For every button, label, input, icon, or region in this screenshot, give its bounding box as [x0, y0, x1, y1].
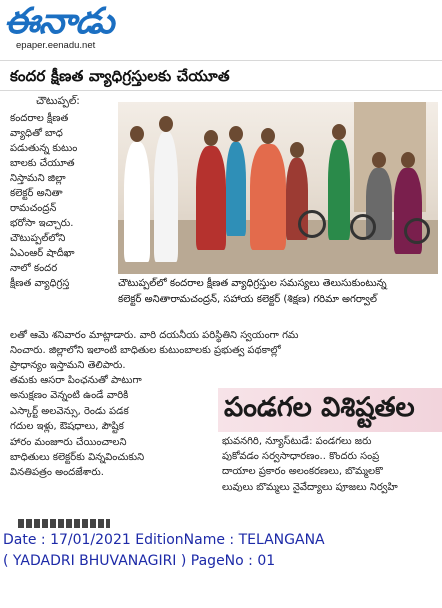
- edition-date-line: Date : 17/01/2021 EditionName : TELANGANA: [3, 532, 325, 548]
- person-figure: [124, 142, 150, 262]
- caption-line: కలెక్టర్ అనితారామచంద్రన్, సహాయ కలెక్టర్ (శిక్షణ) గరిమా అగర్వాల్: [118, 294, 377, 305]
- person-figure: [226, 142, 246, 236]
- text-line: నాలో కందర: [10, 263, 58, 274]
- eenadu-logo: ఈనాడు: [4, 1, 114, 42]
- wheelchair-wheel: [350, 214, 376, 240]
- article2-headline-band: [218, 388, 442, 432]
- masthead-divider: [0, 60, 442, 61]
- article-left-column-2: [10, 373, 225, 481]
- text-line: బాధితులు కలెక్టర్‌కు విన్నవించుకుని: [10, 452, 145, 464]
- text-line: పుకోవడం సర్వసాధారణం.. కొందరు సంప్ర: [222, 451, 380, 463]
- text-line: వ్యాధితో బాధ: [10, 128, 63, 139]
- text-line: లువులు బొమ్మలు నైవేద్యాలు పూజలు నిర్వహి: [222, 481, 398, 493]
- text-line: కలెక్టర్ అనితా: [10, 188, 63, 199]
- headline-divider: [0, 90, 442, 91]
- text-line: నిస్తామని జిల్లా: [10, 173, 66, 184]
- text-line: దాయాల ప్రకారం అలంకరణలు, బొమ్మలకొ: [222, 466, 383, 478]
- text-line: తమకు ఆసరా పింఛనుతో పాటుగా: [10, 375, 142, 386]
- edition-meta: [3, 530, 325, 572]
- text-line: భరోసా ఇచ్చారు.: [10, 218, 74, 229]
- text-line: ఎస్కార్ట్ అలవెన్సు, రెండు పడక: [10, 405, 129, 417]
- article-headline: కందర క్షీణత వ్యాధిగ్రస్తులకు చేయూత: [10, 67, 230, 85]
- masthead: [0, 0, 442, 60]
- cropped-text-strip: [18, 519, 110, 528]
- article-body-full-width: [10, 328, 440, 373]
- caption-line: చౌటుప్పల్‌లో కందరాల క్షీణత వ్యాధిగ్రస్తుల సమస్యలు తెలుసుకుంటున్న: [118, 278, 387, 289]
- photo-caption: [118, 276, 438, 308]
- news-photo: [118, 102, 438, 274]
- article2-headline: పండగల విశిష్టతల: [224, 392, 415, 423]
- text-line: క్షీణత వ్యాధిగ్రస్త: [10, 278, 70, 289]
- text-line: భువనగిరి, న్యూస్‌టుడే: పండగలు జరు: [222, 436, 372, 447]
- text-line: లతో ఆమె శనివారం మాట్లాడారు. వారి దయనీయ పరిస్థితిని స్వయంగా గమ: [10, 330, 299, 341]
- text-line: ప్రాధాన్యం ఇస్తామని తెలిపారు.: [10, 360, 126, 371]
- text-line: బాలకు చేయూత: [10, 158, 75, 169]
- text-line: కందరాల క్షీణత: [10, 113, 69, 124]
- article-left-column: [10, 111, 114, 291]
- text-line: అనుక్షణం వెన్నంటి ఉండే వారికి: [10, 390, 129, 402]
- text-line: పడుతున్న కుటుం: [10, 143, 78, 154]
- wheelchair-wheel: [404, 218, 430, 244]
- text-line: నించారు. జిల్లాలోని ఇలాంటి బాధితుల కుటుంబాలకు ప్రభుత్వ పథకాల్లో: [10, 345, 281, 356]
- article-dateline: చౌటుప్పల్:: [36, 95, 80, 107]
- text-line: ఏఎంఆర్ షాదీఖా: [10, 248, 75, 259]
- edition-page-line: ( YADADRI BHUVANAGIRI ) PageNo : 01: [3, 553, 276, 569]
- text-line: చౌటుప్పల్‌లోని: [10, 233, 66, 244]
- person-figure: [196, 146, 226, 250]
- person-figure: [328, 140, 350, 240]
- person-figure: [250, 144, 286, 250]
- article2-body: [222, 434, 440, 495]
- wheelchair-wheel: [298, 210, 326, 238]
- text-line: వినతిపత్రం అందజేశారు.: [10, 467, 104, 479]
- text-line: గదుల ఇళ్లు, ఔషధాలు, పౌష్టిక: [10, 421, 124, 433]
- text-line: హారం మంజూరు చేయించాలని: [10, 436, 127, 448]
- person-figure: [154, 132, 178, 262]
- text-line: రామచంద్రన్: [10, 203, 57, 214]
- epaper-url[interactable]: epaper.eenadu.net: [16, 40, 96, 51]
